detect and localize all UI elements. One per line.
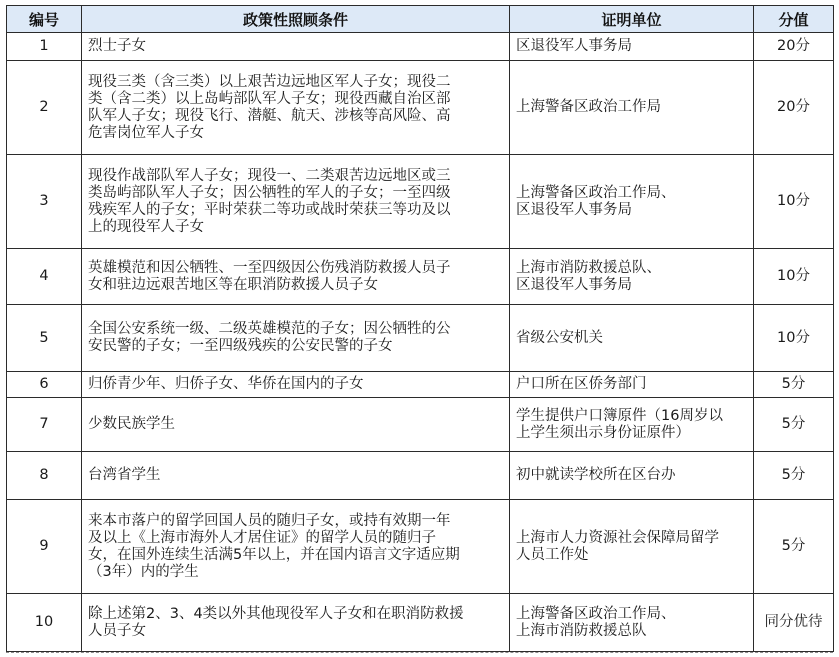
condition-line: 除上述第2、3、4类以外其他现役军人子女和在职消防救援 bbox=[88, 605, 464, 622]
unit-line: 人员工作处 bbox=[516, 546, 589, 563]
condition-line: 女，在国外连续生活满5年以上，并在国内语言文字适应期 bbox=[88, 546, 460, 563]
condition-line: 类（含二类）以上岛屿部队军人子女；现役西藏自治区部 bbox=[88, 90, 451, 107]
score-value: 20分 bbox=[754, 33, 834, 61]
row-number: 5 bbox=[7, 305, 82, 372]
policy-condition bbox=[82, 594, 510, 652]
unit-line: 户口所在区侨务部门 bbox=[516, 376, 647, 392]
row-number: 7 bbox=[7, 398, 82, 452]
table-row bbox=[7, 33, 834, 61]
score-value: 10分 bbox=[754, 249, 834, 305]
score-value: 5分 bbox=[754, 372, 834, 398]
score-value: 10分 bbox=[754, 155, 834, 249]
table-row bbox=[7, 249, 834, 305]
policy-condition bbox=[82, 61, 510, 155]
policy-condition bbox=[82, 33, 510, 61]
policy-condition bbox=[82, 500, 510, 594]
row-number: 3 bbox=[7, 155, 82, 249]
certifying-unit bbox=[510, 249, 754, 305]
table-row bbox=[7, 61, 834, 155]
unit-line: 区退役军人事务局 bbox=[516, 276, 632, 293]
condition-line: 人员子女 bbox=[88, 622, 146, 639]
table-row bbox=[7, 398, 834, 452]
table-row bbox=[7, 305, 834, 372]
table-row bbox=[7, 500, 834, 594]
condition-line: 及以上《上海市海外人才居住证》的留学人员的随归子 bbox=[88, 529, 436, 546]
row-number: 2 bbox=[7, 61, 82, 155]
condition-line: 归侨青少年、归侨子女、华侨在国内的子女 bbox=[88, 376, 364, 392]
certifying-unit bbox=[510, 61, 754, 155]
page-divider bbox=[6, 652, 833, 653]
row-number: 9 bbox=[7, 500, 82, 594]
condition-line: 台湾省学生 bbox=[88, 467, 161, 483]
policy-condition bbox=[82, 249, 510, 305]
unit-line: 上海警备区政治工作局、 bbox=[516, 605, 676, 622]
score-value: 5分 bbox=[754, 500, 834, 594]
unit-line: 学生提供户口簿原件（16周岁以 bbox=[516, 407, 723, 424]
unit-line: 初中就读学校所在区台办 bbox=[516, 467, 676, 483]
unit-line: 上海警备区政治工作局 bbox=[516, 99, 661, 115]
row-number: 6 bbox=[7, 372, 82, 398]
score-value: 5分 bbox=[754, 398, 834, 452]
condition-line: （3年）内的学生 bbox=[88, 563, 199, 580]
policy-condition bbox=[82, 305, 510, 372]
header-row bbox=[7, 6, 834, 33]
unit-line: 上海市人力资源社会保障局留学 bbox=[516, 529, 719, 546]
certifying-unit bbox=[510, 372, 754, 398]
policy-condition bbox=[82, 398, 510, 452]
condition-line: 来本市落户的留学回国人员的随归子女，或持有效期一年 bbox=[88, 512, 451, 529]
header-unit: 证明单位 bbox=[510, 6, 754, 33]
condition-line: 现役作战部队军人子女；现役一、二类艰苦边远地区或三 bbox=[88, 167, 451, 184]
policy-condition bbox=[82, 372, 510, 398]
unit-line: 上学生须出示身份证原件） bbox=[516, 424, 690, 441]
unit-line: 区退役军人事务局 bbox=[516, 38, 632, 54]
certifying-unit bbox=[510, 398, 754, 452]
condition-line: 队军人子女；现役飞行、潜艇、航天、涉核等高风险、高 bbox=[88, 107, 451, 124]
condition-line: 女和驻边远艰苦地区等在职消防救援人员子女 bbox=[88, 276, 378, 293]
score-value: 10分 bbox=[754, 305, 834, 372]
certifying-unit bbox=[510, 155, 754, 249]
unit-line: 上海市消防救援总队 bbox=[516, 622, 647, 639]
score-value: 同分优待 bbox=[754, 594, 834, 652]
policy-condition bbox=[82, 452, 510, 500]
condition-line: 少数民族学生 bbox=[88, 416, 175, 432]
condition-line: 现役三类（含三类）以上艰苦边远地区军人子女；现役二 bbox=[88, 73, 451, 90]
certifying-unit bbox=[510, 594, 754, 652]
condition-line: 烈士子女 bbox=[88, 38, 146, 54]
unit-line: 省级公安机关 bbox=[516, 329, 603, 346]
row-number: 1 bbox=[7, 33, 82, 61]
row-number: 4 bbox=[7, 249, 82, 305]
certifying-unit bbox=[510, 500, 754, 594]
unit-line: 上海警备区政治工作局、 bbox=[516, 184, 676, 201]
condition-line: 类岛屿部队军人子女；因公牺牲的军人的子女；一至四级 bbox=[88, 184, 451, 201]
table-row bbox=[7, 452, 834, 500]
policy-table bbox=[6, 5, 834, 652]
table-row bbox=[7, 155, 834, 249]
condition-line: 安民警的子女；一至四级残疾的公安民警的子女 bbox=[88, 338, 393, 354]
condition-line: 残疾军人的子女；平时荣获二等功或战时荣获三等功及以 bbox=[88, 201, 451, 218]
header-condition: 政策性照顾条件 bbox=[82, 6, 510, 33]
header-score: 分值 bbox=[754, 6, 834, 33]
row-number: 8 bbox=[7, 452, 82, 500]
score-value: 20分 bbox=[754, 61, 834, 155]
header-num: 编号 bbox=[7, 6, 82, 33]
condition-line: 危害岗位军人子女 bbox=[88, 124, 204, 141]
condition-line: 英雄模范和因公牺牲、一至四级因公伤残消防救援人员子 bbox=[88, 259, 451, 276]
table-row bbox=[7, 594, 834, 652]
condition-line: 全国公安系统一级、二级英雄模范的子女；因公牺牲的公 bbox=[88, 321, 451, 337]
unit-line: 区退役军人事务局 bbox=[516, 201, 632, 218]
certifying-unit bbox=[510, 305, 754, 372]
score-value: 5分 bbox=[754, 452, 834, 500]
certifying-unit bbox=[510, 33, 754, 61]
table-row bbox=[7, 372, 834, 398]
policy-condition bbox=[82, 155, 510, 249]
unit-line: 上海市消防救援总队、 bbox=[516, 259, 661, 276]
certifying-unit bbox=[510, 452, 754, 500]
row-number: 10 bbox=[7, 594, 82, 652]
condition-line: 上的现役军人子女 bbox=[88, 218, 204, 235]
